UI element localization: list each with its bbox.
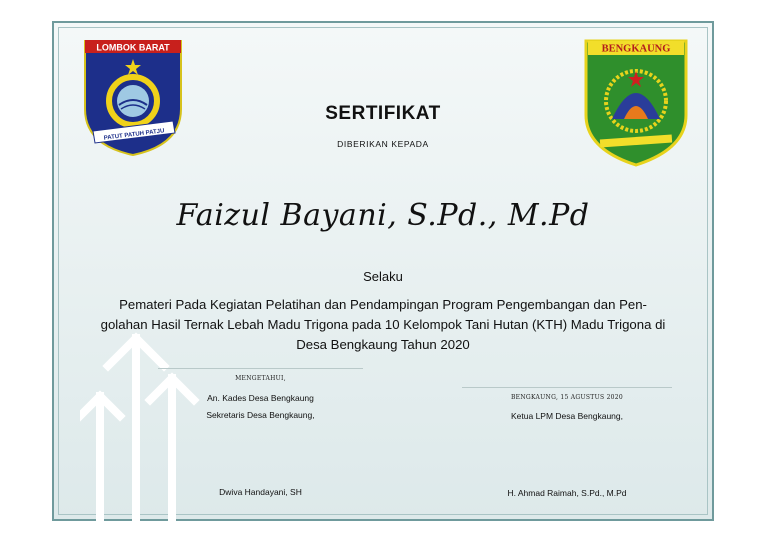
- right-sign-header: BENGKAUNG, 15 AGUSTUS 2020: [510, 394, 624, 401]
- right-sign-name: H. Ahmad Raimah, S.Pd., M.Pd: [507, 488, 627, 498]
- divider: [158, 368, 363, 369]
- description-line: Pemateri Pada Kegiatan Pelatihan dan Pendampingan Program Pengembangan dan Pen-: [119, 297, 647, 312]
- certificate: [52, 21, 714, 521]
- recipient-name: Faizul Bayani, S.Pd., M.Pd: [176, 198, 590, 233]
- logo-banner-text: LOMBOK BARAT: [96, 42, 170, 53]
- divider: [462, 387, 672, 388]
- description-line: golahan Hasil Ternak Lebah Madu Trigona pada 10 Kelompok Tani Hutan (KTH) Madu Trigona di: [100, 317, 666, 332]
- certificate-title: SERTIFIKAT: [325, 103, 441, 124]
- role-intro: Selaku: [363, 269, 403, 284]
- left-sign-line2: Sekretaris Desa Bengkaung,: [206, 410, 315, 420]
- arrow-up-icon: [108, 338, 164, 518]
- right-sign-line1: Ketua LPM Desa Bengkaung,: [511, 411, 623, 421]
- logo-scroll-text: PATUT PATUH PATJU: [103, 128, 165, 142]
- description: [54, 295, 712, 355]
- certificate-subtitle: DIBERIKAN KEPADA: [337, 139, 429, 149]
- left-sign-name: Dwiva Handayani, SH: [219, 487, 302, 497]
- left-sign-header: MENGETAHUI,: [235, 375, 286, 382]
- logo-banner-text: BENGKAUNG: [601, 43, 671, 55]
- left-sign-line1: An. Kades Desa Bengkaung: [207, 393, 314, 403]
- description-line: Desa Bengkaung Tahun 2020: [296, 337, 470, 352]
- arrow-up-icon: [80, 396, 120, 518]
